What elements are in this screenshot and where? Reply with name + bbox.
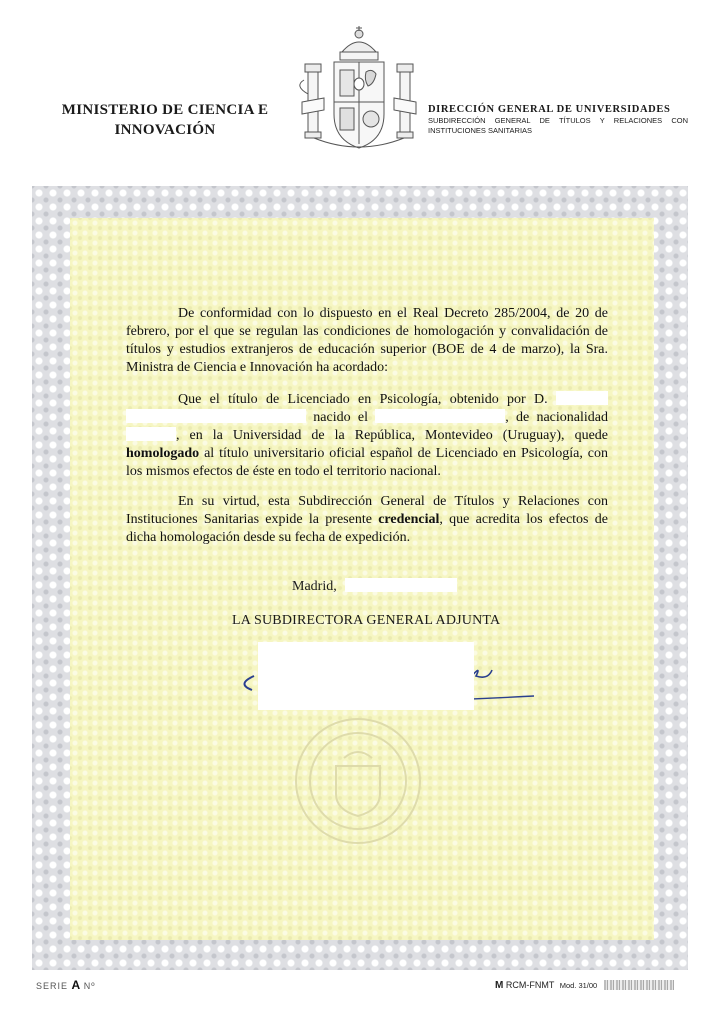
place-and-date — [292, 578, 457, 595]
seal-watermark — [278, 706, 438, 856]
directorate-subtitle: SUBDIRECCIÓN GENERAL DE TÍTULOS Y RELACIONES CON INSTITUCIONES SANITARIAS — [428, 116, 688, 135]
ministry-line-2: INNOVACIÓN — [114, 122, 216, 138]
mint-mark-icon: M — [495, 980, 504, 991]
ministry-line-1: MINISTERIO DE CIENCIA E — [61, 102, 269, 118]
resolution-text-5: al título universitario oficial español de Licenciado en Psicología, con los mismos efectos de éste en todo el territorio nacional. — [126, 446, 609, 479]
credential-text-2: , que acredita los efectos de dicha homologación desde su fecha de expedición. — [126, 512, 608, 545]
redacted-signature — [258, 642, 474, 710]
serie-number — [36, 978, 96, 992]
barcode — [604, 980, 674, 990]
place-label: Madrid, — [292, 579, 337, 594]
credential-text-1: En su virtud, esta Subdirección General de Títulos y Relaciones con Instituciones Sanitarias expide la presente — [126, 494, 608, 527]
resolution-text-2: nacido el — [313, 410, 368, 425]
redacted-name-rest — [126, 409, 306, 423]
paragraph-legal-basis: De conformidad con lo dispuesto en el Real Decreto 285/2004, de 20 de febrero, por el que se regulan las condiciones de homologación y convalidación de títulos y estudios extranjeros de educación superior (BOE de 4 de marzo), la Sra. Ministra de Ciencia e Innovación ha acordado: — [126, 306, 608, 375]
credencial-emphasis: credencial — [378, 512, 440, 527]
resolution-text-4: , en la Universidad de la República, Montevideo (Uruguay), quede — [176, 428, 608, 443]
redacted-nationality — [126, 427, 176, 441]
homologado-emphasis: homologado — [126, 446, 200, 461]
serie-letter: A — [71, 978, 81, 992]
issuer-name: RCM-FNMT — [505, 980, 555, 990]
redacted-birth-date — [375, 409, 505, 423]
signer-title: LA SUBDIRECTORA GENERAL ADJUNTA — [232, 613, 501, 628]
paragraph-resolution — [126, 391, 608, 481]
redacted-name-first — [556, 391, 608, 405]
redacted-date — [345, 578, 457, 592]
directorate-title: DIRECCIÓN GENERAL DE UNIVERSIDADES — [428, 104, 671, 115]
model-number: Mod. 31/00 — [559, 981, 598, 990]
issuer-mark — [495, 980, 597, 991]
coat-of-arms-icon — [294, 22, 424, 154]
resolution-text-3: , de nacionalidad — [505, 410, 608, 425]
resolution-text-1: Que el título de Licenciado en Psicología, obtenido por D. — [178, 392, 548, 407]
ministry-name — [40, 100, 290, 140]
directorate — [428, 104, 688, 136]
serie-label: SERIE — [36, 981, 69, 991]
number-label: Nº — [83, 981, 96, 991]
paragraph-credential — [126, 493, 608, 547]
